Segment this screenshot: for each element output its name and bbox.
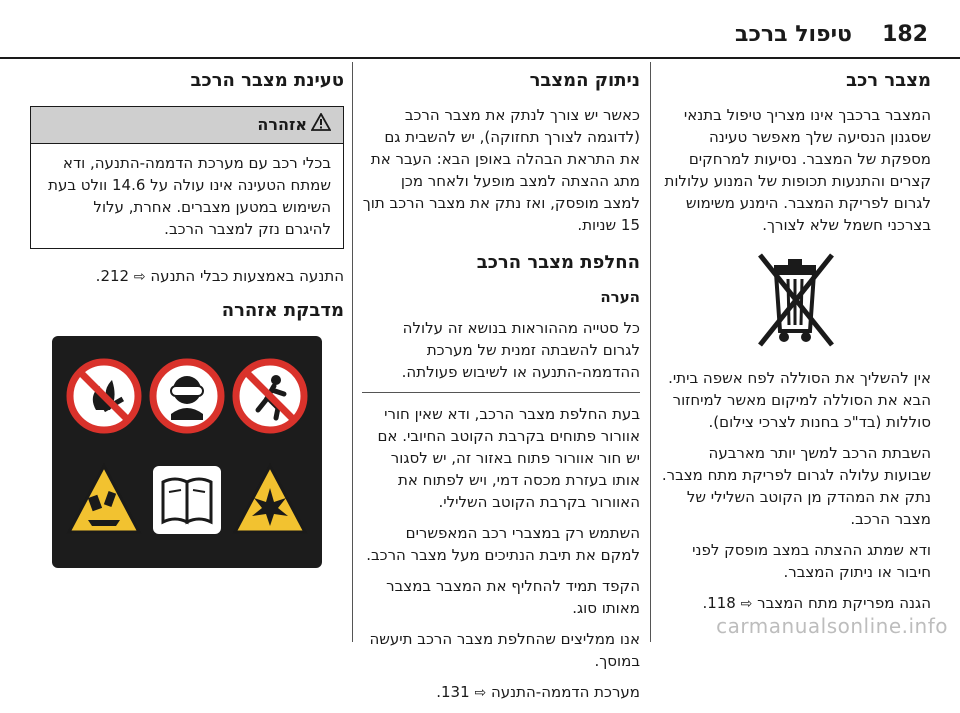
warning-triangle-icon — [311, 113, 331, 137]
section-title-warning-label: מדבקת אזהרה — [221, 300, 344, 321]
warning-title — [31, 107, 343, 144]
column-divider-left — [352, 62, 353, 642]
keep-children-away-icon — [232, 358, 308, 434]
warning-label-panel — [52, 336, 322, 568]
column-divider-right — [650, 62, 651, 642]
page-header — [0, 0, 960, 58]
cross-reference[interactable]: מערכת הדממה-התנעה ⇨ 131. — [436, 683, 640, 701]
section-title-disconnect: ניתוק המצבר — [529, 70, 640, 91]
eye-protection-icon — [149, 358, 225, 434]
column-disconnect — [362, 68, 640, 713]
warning-text: בכלי רכב עם מערכת הדממה-התנעה, ודא שמתח הטעינה אינו עולה על 14.6 וולט בעת השימוש במטען מצברים. אחרת, עלול להיגרם נזק למצבר הרכב. — [48, 154, 331, 238]
note-label: הערה — [600, 288, 640, 306]
section-title-replace: החלפת מצבר הרכב — [476, 252, 640, 273]
cross-reference[interactable]: התנעה באמצעות כבלי התנעה ⇨ 212. — [95, 267, 344, 285]
ref-page: 118 — [707, 594, 736, 612]
note-text: כל סטייה מההוראות בנושא זה עלולה לגרום להשבתה זמנית של מערכת ההדממה-התנעה או לשיבוש פעולתה. — [401, 319, 640, 381]
cross-reference[interactable]: הגנה מפריקת מתח המצבר ⇨ 118. — [702, 594, 931, 612]
column-battery — [659, 68, 931, 624]
acid-corrosive-icon — [66, 462, 142, 538]
warning-box — [30, 106, 344, 249]
crossed-bin-icon — [740, 245, 850, 355]
explosion-icon — [232, 462, 308, 538]
ref-page: 212 — [100, 267, 130, 285]
ref-arrow-icon: ⇨ — [474, 685, 487, 701]
note-rule — [362, 392, 640, 393]
replace-fusebox: השתמש רק במצברי רכב המאפשרים למקם את תיבת הנתיכים מעל מצבר הרכב. — [366, 524, 640, 564]
ref-arrow-icon: ⇨ — [133, 269, 146, 285]
battery-ignition: ודא שמתג ההצתה במצב מופסק לפני חיבור או ניתוק המצבר. — [692, 541, 931, 581]
read-manual-icon — [149, 462, 225, 538]
ref-text: התנעה באמצעות כבלי התנעה — [150, 267, 344, 285]
replace-garage: אנו ממליצים שהחלפת מצבר הרכב תיעשה במוסך. — [369, 630, 640, 670]
battery-storage: השבתת הרכב למשך יותר מארבעה שבועות עלולה לגרום לפריקת מתח מצבר. נתק את המהדק מן הקוטב השלילי של מצבר הרכב. — [661, 444, 931, 528]
section-title-battery: מצבר רכב — [846, 70, 931, 91]
chapter-title: טיפול ברכב — [735, 22, 852, 47]
ref-text: הגנה מפריקת מתח המצבר — [757, 594, 931, 612]
ref-page: 131 — [441, 683, 470, 701]
page-number: 182 — [882, 22, 928, 47]
section-title-charging: טעינת מצבר הרכב — [190, 70, 344, 91]
watermark: carmanualsonline.info — [716, 614, 948, 638]
replace-same-type: הקפד תמיד להחליף את המצבר במצבר מאותו סוג. — [386, 577, 640, 617]
ref-text: מערכת הדממה-התנעה — [490, 683, 640, 701]
no-smoking-fire-icon — [66, 358, 142, 434]
battery-intro: המצבר ברכבך אינו מצריך טיפול בתנאי שסגנון הנסיעה שלך מאפשר טעינה מספקת של המצבר. נסיעות למרחקים קצרים והתנעות תכופות של המנוע עלולות לגרום לפריקת המצבר. הימנע משימוש בצרכני חשמל שלא לצורך. — [664, 106, 931, 234]
battery-disposal: אין להשליך את הסוללה לפח אשפה ביתי. הבא את הסוללה למיקום מאשר למיחזור סוללות (בד"כ בחנות לצרכי צילום). — [668, 369, 931, 431]
header-rule — [0, 57, 960, 59]
replace-vent: בעת החלפת מצבר הרכב, ודא שאין חורי אוורור פתוחים בקרבת הקוטב החיובי. אם יש חור אוורור פתוח באזור זה, יש לסגור אותו בעזרת מכסה דמי, ויש לפתוח את האוורור בקרבת הקוטב השלילי. — [377, 405, 640, 511]
disconnect-text: כאשר יש צורך לנתק את מצבר הרכב (לדוגמה לצורך תחזוקה), יש להשבית גם את התראת הבהלה באופן הבא: העבר את מתג ההצתה למצב מופעל ולאחר מכן למצב מופסק, ואז נתק את מצבר הרכב תוך 15 שניות. — [362, 106, 640, 234]
warning-label: אזהרה — [257, 115, 307, 134]
ref-arrow-icon: ⇨ — [740, 596, 753, 612]
column-charging — [30, 68, 344, 568]
